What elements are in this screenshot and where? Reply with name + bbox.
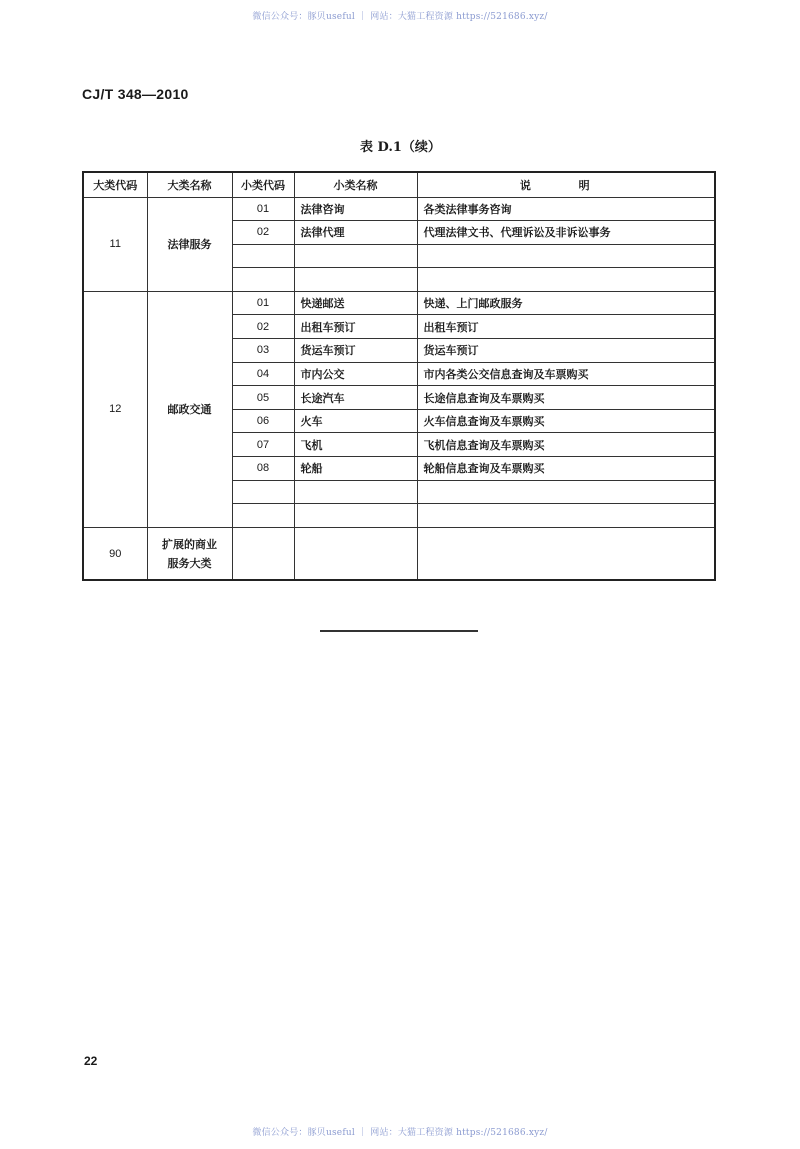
- table-title: 表 D.1（续）: [360, 140, 441, 155]
- major-name-cell: 法律服务: [147, 197, 232, 291]
- column-header-major-name: 大类名称: [147, 172, 232, 197]
- minor-name-cell: 火车: [294, 409, 417, 433]
- major-name-line1: 扩展的商业: [162, 537, 217, 551]
- minor-name-cell: 出租车预订: [294, 315, 417, 339]
- minor-name-cell: 长途汽车: [294, 386, 417, 410]
- description-cell: 长途信息查询及车票购买: [417, 386, 715, 410]
- description-cell: 火车信息查询及车票购买: [417, 409, 715, 433]
- minor-name-cell: [294, 504, 417, 528]
- minor-code-cell: [232, 504, 294, 528]
- minor-code-cell: 08: [232, 457, 294, 481]
- major-code-cell: 12: [83, 291, 147, 527]
- table-row: [83, 527, 715, 580]
- description-cell: 飞机信息查询及车票购买: [417, 433, 715, 457]
- description-cell: 各类法律事务咨询: [417, 197, 715, 221]
- table-row: [83, 291, 715, 315]
- minor-code-cell: [232, 268, 294, 292]
- minor-code-cell: 02: [232, 315, 294, 339]
- minor-name-cell: 快递邮送: [294, 291, 417, 315]
- minor-code-cell: 02: [232, 221, 294, 245]
- column-header-minor-name: 小类名称: [294, 172, 417, 197]
- minor-name-cell: 市内公交: [294, 362, 417, 386]
- description-cell: [417, 504, 715, 528]
- description-cell: 快递、上门邮政服务: [417, 291, 715, 315]
- minor-name-cell: 飞机: [294, 433, 417, 457]
- minor-name-cell: [294, 268, 417, 292]
- watermark-top: 微信公众号：豚贝useful ｜ 网站：大猫工程资源 https://521686.xyz/: [252, 12, 548, 22]
- minor-code-cell: 04: [232, 362, 294, 386]
- page-number: 22: [84, 1054, 98, 1068]
- description-cell: [417, 268, 715, 292]
- minor-name-cell: 法律代理: [294, 221, 417, 245]
- table-row: [83, 197, 715, 221]
- minor-code-cell: [232, 527, 294, 580]
- minor-code-cell: 05: [232, 386, 294, 410]
- description-cell: [417, 480, 715, 504]
- minor-code-cell: 01: [232, 291, 294, 315]
- minor-code-cell: 06: [232, 409, 294, 433]
- description-cell: 货运车预订: [417, 339, 715, 363]
- table-header-row: [83, 172, 715, 197]
- description-cell: 代理法律文书、代理诉讼及非诉讼事务: [417, 221, 715, 245]
- description-cell: 市内各类公交信息查询及车票购买: [417, 362, 715, 386]
- end-of-table-rule: [320, 630, 478, 632]
- column-header-minor-code: 小类代码: [232, 172, 294, 197]
- major-name-cell: 邮政交通: [147, 291, 232, 527]
- minor-code-cell: 07: [232, 433, 294, 457]
- minor-name-cell: [294, 527, 417, 580]
- watermark-bottom: 微信公众号：豚贝useful ｜ 网站：大猫工程资源 https://521686.xyz/: [252, 1128, 548, 1138]
- major-name-line2: 服务大类: [167, 556, 212, 570]
- minor-code-cell: [232, 480, 294, 504]
- column-header-major-code: 大类代码: [83, 172, 147, 197]
- minor-code-cell: [232, 244, 294, 268]
- minor-name-cell: [294, 244, 417, 268]
- description-cell: [417, 244, 715, 268]
- minor-name-cell: 法律咨询: [294, 197, 417, 221]
- major-name-cell: [147, 527, 232, 580]
- column-header-description: 说 明: [417, 172, 715, 197]
- description-cell: 轮船信息查询及车票购买: [417, 457, 715, 481]
- minor-name-cell: 货运车预订: [294, 339, 417, 363]
- minor-code-cell: 03: [232, 339, 294, 363]
- standard-code: CJ/T 348—2010: [82, 86, 189, 102]
- description-cell: 出租车预订: [417, 315, 715, 339]
- classification-table: [82, 171, 716, 581]
- minor-name-cell: [294, 480, 417, 504]
- minor-code-cell: 01: [232, 197, 294, 221]
- minor-name-cell: 轮船: [294, 457, 417, 481]
- description-cell: [417, 527, 715, 580]
- major-code-cell: 90: [83, 527, 147, 580]
- major-code-cell: 11: [83, 197, 147, 291]
